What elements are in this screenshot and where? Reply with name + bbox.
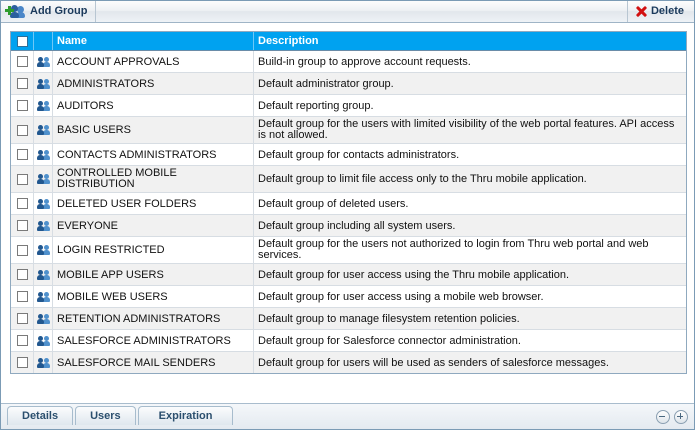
groups-table — [11, 32, 686, 373]
group-name: RETENTION ADMINISTRATORS — [53, 308, 254, 330]
group-description: Default group for users will be used as senders of salesforce messages. — [254, 352, 687, 374]
group-name: EVERYONE — [53, 215, 254, 237]
group-description: Default group of deleted users. — [254, 193, 687, 215]
group-users-icon — [37, 220, 51, 232]
row-select-cell[interactable] — [11, 286, 34, 308]
row-select-cell[interactable] — [11, 51, 34, 73]
table-row[interactable] — [11, 286, 686, 308]
table-row[interactable] — [11, 308, 686, 330]
group-users-icon — [37, 357, 51, 369]
row-select-cell[interactable] — [11, 352, 34, 374]
group-users-icon — [37, 100, 51, 112]
tab-expiration[interactable] — [138, 406, 234, 425]
toolbar — [1, 1, 694, 23]
row-select-cell[interactable] — [11, 264, 34, 286]
tab-details[interactable] — [7, 406, 73, 425]
group-name: SALESFORCE MAIL SENDERS — [53, 352, 254, 374]
group-description: Default group for contacts administrators. — [254, 144, 687, 166]
add-group-icon — [6, 4, 26, 20]
group-name: CONTROLLED MOBILE DISTRIBUTION — [53, 166, 254, 193]
row-checkbox[interactable] — [17, 198, 28, 209]
description-column-header[interactable]: Description — [254, 32, 687, 51]
table-row[interactable] — [11, 264, 686, 286]
tab-users[interactable] — [75, 406, 136, 425]
row-icon-cell — [34, 144, 53, 166]
group-description: Default group for the users with limited visibility of the web portal features. API access is not allowed. — [254, 117, 687, 144]
group-users-icon — [37, 78, 51, 90]
row-icon-cell — [34, 117, 53, 144]
row-checkbox[interactable] — [17, 125, 28, 136]
row-icon-cell — [34, 95, 53, 117]
group-name: LOGIN RESTRICTED — [53, 237, 254, 264]
toolbar-left-group — [1, 1, 96, 22]
row-checkbox[interactable] — [17, 313, 28, 324]
row-checkbox[interactable] — [17, 357, 28, 368]
row-checkbox[interactable] — [17, 245, 28, 256]
group-name: ADMINISTRATORS — [53, 73, 254, 95]
group-name: CONTACTS ADMINISTRATORS — [53, 144, 254, 166]
group-users-icon — [37, 124, 51, 136]
row-icon-cell — [34, 264, 53, 286]
table-row[interactable] — [11, 193, 686, 215]
table-row[interactable] — [11, 352, 686, 374]
group-description: Default group to limit file access only to the Thru mobile application. — [254, 166, 687, 193]
table-row[interactable] — [11, 144, 686, 166]
row-checkbox[interactable] — [17, 174, 28, 185]
group-name: AUDITORS — [53, 95, 254, 117]
row-select-cell[interactable] — [11, 330, 34, 352]
group-name: DELETED USER FOLDERS — [53, 193, 254, 215]
group-name: MOBILE WEB USERS — [53, 286, 254, 308]
row-icon-cell — [34, 215, 53, 237]
tab-users-label: Users — [90, 410, 121, 422]
row-checkbox[interactable] — [17, 269, 28, 280]
row-select-cell[interactable] — [11, 144, 34, 166]
toolbar-right-group — [627, 1, 694, 22]
row-checkbox[interactable] — [17, 56, 28, 67]
table-header-row — [11, 32, 686, 51]
add-group-label: Add Group — [30, 5, 88, 17]
group-description: Default group for user access using a mobile web browser. — [254, 286, 687, 308]
expand-icon[interactable] — [674, 410, 688, 424]
name-column-header[interactable]: Name — [53, 32, 254, 51]
table-row[interactable] — [11, 237, 686, 264]
group-name: MOBILE APP USERS — [53, 264, 254, 286]
tab-details-label: Details — [22, 410, 59, 422]
add-group-button[interactable] — [1, 1, 96, 22]
select-all-checkbox[interactable] — [17, 36, 28, 47]
row-select-cell[interactable] — [11, 73, 34, 95]
group-name: ACCOUNT APPROVALS — [53, 51, 254, 73]
table-row[interactable] — [11, 95, 686, 117]
groups-grid — [10, 31, 687, 374]
group-users-icon — [37, 244, 51, 256]
row-select-cell[interactable] — [11, 117, 34, 144]
row-select-cell[interactable] — [11, 215, 34, 237]
select-all-header[interactable] — [11, 32, 34, 51]
row-select-cell[interactable] — [11, 166, 34, 193]
group-description: Default group for Salesforce connector administration. — [254, 330, 687, 352]
group-users-icon — [37, 291, 51, 303]
row-checkbox[interactable] — [17, 291, 28, 302]
row-icon-cell — [34, 73, 53, 95]
group-users-icon — [37, 269, 51, 281]
table-row[interactable] — [11, 117, 686, 144]
group-description: Default administrator group. — [254, 73, 687, 95]
tab-expiration-label: Expiration — [158, 410, 213, 422]
table-row[interactable] — [11, 166, 686, 193]
panel-controls — [656, 410, 688, 424]
table-row[interactable] — [11, 73, 686, 95]
group-users-icon — [37, 198, 51, 210]
row-icon-cell — [34, 193, 53, 215]
row-checkbox[interactable] — [17, 335, 28, 346]
group-users-icon — [37, 56, 51, 68]
row-select-cell[interactable] — [11, 193, 34, 215]
table-row[interactable] — [11, 330, 686, 352]
row-select-cell[interactable] — [11, 308, 34, 330]
row-checkbox[interactable] — [17, 100, 28, 111]
group-description: Default group including all system users. — [254, 215, 687, 237]
group-users-icon — [37, 313, 51, 325]
table-body — [11, 51, 686, 374]
tab-list — [7, 406, 233, 425]
delete-button[interactable] — [627, 1, 694, 22]
group-description: Default reporting group. — [254, 95, 687, 117]
group-users-icon — [37, 173, 51, 185]
row-checkbox[interactable] — [17, 78, 28, 89]
row-icon-cell — [34, 237, 53, 264]
row-icon-cell — [34, 286, 53, 308]
row-checkbox[interactable] — [17, 220, 28, 231]
row-select-cell[interactable] — [11, 237, 34, 264]
bottom-tabbar — [1, 403, 694, 429]
group-users-icon — [37, 149, 51, 161]
group-description: Default group for user access using the Thru mobile application. — [254, 264, 687, 286]
row-icon-cell — [34, 352, 53, 374]
group-description: Build-in group to approve account requests. — [254, 51, 687, 73]
row-select-cell[interactable] — [11, 95, 34, 117]
row-icon-cell — [34, 51, 53, 73]
icon-column-header — [34, 32, 53, 51]
collapse-icon[interactable] — [656, 410, 670, 424]
row-icon-cell — [34, 166, 53, 193]
row-checkbox[interactable] — [17, 149, 28, 160]
delete-label: Delete — [650, 5, 684, 17]
table-row[interactable] — [11, 51, 686, 73]
group-description: Default group for the users not authorized to login from Thru web portal and web services. — [254, 237, 687, 264]
group-name: BASIC USERS — [53, 117, 254, 144]
group-users-icon — [37, 335, 51, 347]
group-name: SALESFORCE ADMINISTRATORS — [53, 330, 254, 352]
row-icon-cell — [34, 330, 53, 352]
delete-x-icon — [636, 6, 647, 17]
group-description: Default group to manage filesystem retention policies. — [254, 308, 687, 330]
row-icon-cell — [34, 308, 53, 330]
table-row[interactable] — [11, 215, 686, 237]
